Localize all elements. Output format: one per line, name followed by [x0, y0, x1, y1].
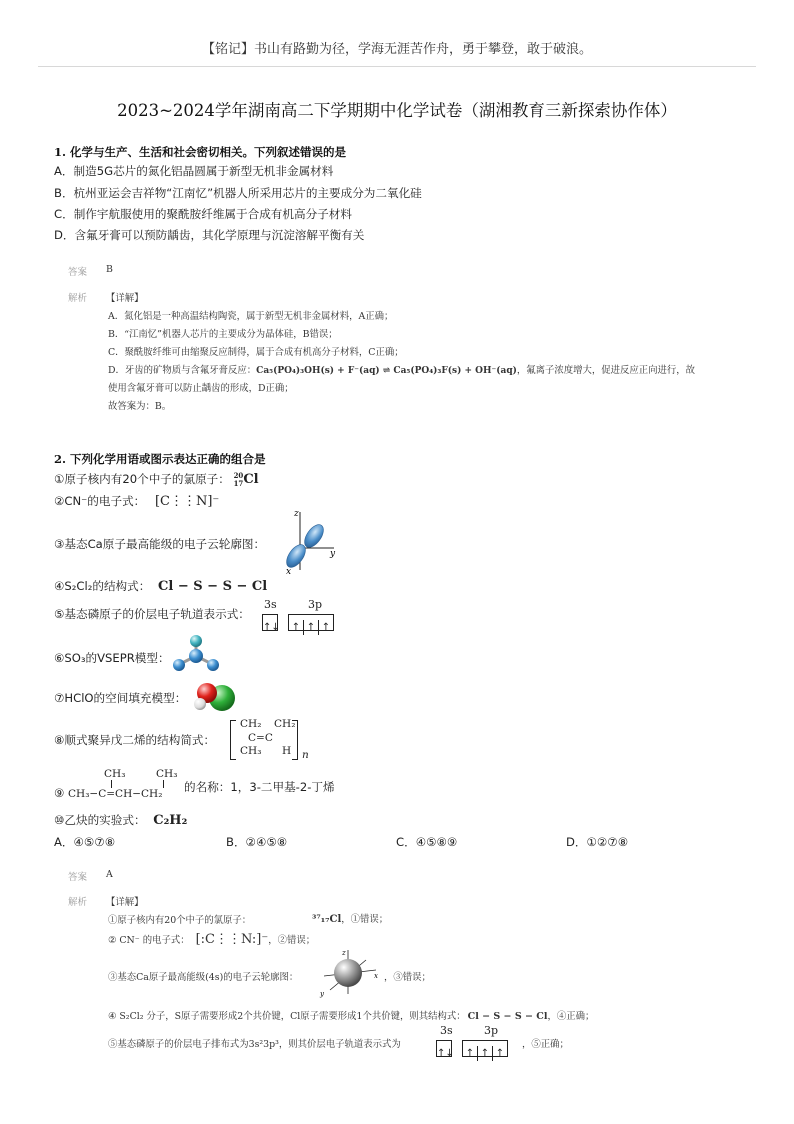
q2-analysis-4-verdict: ，④正确； [547, 1011, 595, 1022]
motto: 【铭记】书山有路勤为径，学海无涯苦作舟，勇于攀登，敢于破浪。 [201, 42, 592, 57]
q2-analysis-3-verdict: ，③错误； [384, 972, 431, 983]
q1-answer: B [106, 264, 113, 275]
s-orbital-diagram [316, 946, 382, 1000]
cis-polyisoprene-structure [230, 718, 310, 764]
q2-item-8-text: ⑧顺式聚异戊二烯的结构简式： [54, 733, 216, 747]
q2-analysis-3s-label: 3s [440, 1024, 453, 1037]
s2cl2-structure-correct: Cl − S − S − Cl [467, 1011, 548, 1022]
q2-analysis-3s-box [436, 1038, 452, 1057]
q2-item-9-structure [68, 768, 188, 806]
ch3-top-2: CH₃ [156, 768, 178, 780]
q1-analysis-d-post: ，氟离子浓度增大，促进反应正向进行，故 [516, 365, 696, 376]
cc-double-bond: C=C [248, 732, 273, 744]
q2-analysis-2 [108, 932, 315, 947]
q1-analysis-d-pre: D．牙齿的矿物质与含氟牙膏反应： [108, 365, 257, 376]
q1-analysis-d [108, 362, 695, 376]
q2-option-a[interactable]: A．④⑤⑦⑧ [54, 835, 116, 849]
q1-analysis-b: B．“江南忆”机器人芯片的主要成分为晶体硅，B错误； [108, 329, 338, 340]
q2-analysis-1: ①原子核内有20个中子的氯原子： [108, 915, 252, 926]
q1-analysis-d-line2: 使用含氟牙膏可以防止龋齿的形成，D正确； [108, 383, 294, 394]
s2cl2-structure: Cl − S − S − Cl [158, 579, 268, 594]
q2-item-10 [54, 812, 187, 828]
q2-orbital-3p-box [288, 612, 334, 631]
h-atom: H [282, 745, 292, 757]
svg-text:y: y [330, 549, 336, 559]
q1-option-b[interactable]: B．杭州亚运会吉祥物“江南忆”机器人所采用芯片的主要成分为二氧化硅 [54, 186, 422, 200]
q2-item-3-text: ③基态Ca原子最高能级的电子云轮廓图： [54, 537, 266, 551]
q2-analysis-label: 解析 [68, 897, 88, 908]
q2-analysis-4-text: ④ S₂Cl₂ 分子，S原子需要形成2个共价键，Cl原子需要形成1个共价键，则其结构式： [108, 1011, 466, 1022]
so3-vsepr-model-image [170, 632, 222, 678]
q2-orbital-3s-box [262, 612, 278, 631]
q2-item-10-text: ⑩乙炔的实验式： [54, 813, 146, 827]
orbital-cell: ↑ [495, 1048, 505, 1059]
q2-stem: 2. 下列化学用语或图示表达正确的组合是 [54, 452, 266, 466]
q1-fluoride-equation: Ca₅(PO₄)₃OH(s) + F⁻(aq) ⇌ Ca₅(PO₄)₃F(s) + OH⁻(aq) [256, 366, 517, 376]
svg-text:x: x [374, 972, 378, 980]
q2-answer-label: 答案 [68, 872, 88, 883]
ch2-left: CH₂ [240, 718, 262, 730]
orbital-cell: ↑ [289, 620, 304, 635]
ch3-top-1: CH₃ [104, 768, 126, 780]
q1-analysis-c: C．聚酰胺纤维可由缩聚反应制得，属于合成有机高分子材料，C正确； [108, 347, 404, 358]
q1-conclusion: 故答案为：B。 [108, 401, 172, 412]
repeat-n: n [302, 749, 309, 761]
orbital-cell: ↑ [463, 1046, 478, 1061]
orbital-cell: ↑ [321, 622, 331, 633]
q2-analysis-5-text: ⑤基态磷原子的价层电子排布式为3s²3p³，则其价层电子轨道表示式为 [108, 1039, 401, 1050]
ch3-group: CH₃ [240, 745, 262, 757]
q2-orbital-3p-label: 3p [308, 598, 323, 611]
mass-number: 20 [233, 470, 244, 480]
q2-item-1-text: ①原子核内有20个中子的氯原子： [54, 472, 230, 486]
open-bracket [230, 720, 236, 760]
q1-detail-label: 【详解】 [106, 293, 144, 304]
svg-text:x: x [286, 567, 292, 577]
q2-item-9-text: 的名称：1，3-二甲基-2-丁烯 [184, 780, 335, 794]
q1-option-a[interactable]: A．制造5G芯片的氮化铝晶圆属于新型无机非金属材料 [54, 164, 334, 178]
q2-option-d[interactable]: D．①②⑦⑧ [566, 835, 629, 849]
q2-answer: A [106, 869, 113, 880]
chlorine-symbol: Cl [243, 472, 259, 487]
cl37-formula: ³⁷₁₇Cl [312, 914, 342, 925]
orbital-cell: ↑↓ [263, 622, 280, 633]
q2-analysis-3p-label: 3p [484, 1024, 499, 1037]
hclo-space-filling-model-image [188, 680, 238, 716]
q2-option-c[interactable]: C．④⑤⑧⑨ [396, 835, 458, 849]
svg-text:z: z [342, 949, 346, 957]
header-divider [38, 66, 756, 67]
q2-item-7-text: ⑦HClO的空间填充模型： [54, 691, 187, 705]
q2-item-4-text: ④S₂Cl₂的结构式： [54, 579, 151, 593]
q1-option-d[interactable]: D．含氟牙膏可以预防龋齿，其化学原理与沉淀溶解平衡有关 [54, 228, 365, 242]
q2-item-5-text: ⑤基态磷原子的价层电子轨道表示式： [54, 607, 250, 621]
q2-analysis-3-text: ③基态Ca原子最高能级(4s)的电子云轮廓图： [108, 972, 299, 983]
q2-item-1 [54, 471, 259, 488]
q2-analysis-5-verdict: ，⑤正确； [522, 1039, 569, 1050]
q1-stem: 1. 化学与生产、生活和社会密切相关。下列叙述错误的是 [54, 145, 347, 159]
acetylene-formula: C₂H₂ [153, 813, 188, 828]
q1-analysis-label: 解析 [68, 293, 88, 304]
ch2-right: CH₂ [274, 718, 296, 730]
q2-analysis-4 [108, 1008, 594, 1022]
svg-text:z: z [294, 509, 299, 519]
q2-analysis-1-verdict: ，①错误； [341, 914, 389, 925]
q2-item-9-number: ⑨ [54, 786, 65, 800]
cn-electron-formula-correct: [:C⋮⋮N:]⁻ [195, 932, 269, 947]
q1-answer-label: 答案 [68, 267, 88, 278]
page-title: 2023~2024学年湖南高二下学期期中化学试卷（湖湘教育三新探索协作体） [117, 101, 677, 120]
q2-orbital-3s-label: 3s [264, 598, 277, 611]
orbital-cell: ↑ [478, 1046, 493, 1061]
main-chain: CH₃−C=CH−CH₂ [68, 788, 163, 800]
q2-detail-label: 【详解】 [106, 897, 144, 908]
orbital-cell: ↑ [304, 620, 319, 635]
p-orbital-diagram [270, 506, 350, 578]
q2-item-4 [54, 578, 267, 594]
q2-item-2 [54, 493, 219, 509]
q2-analysis-2-text: ② CN⁻ 的电子式： [108, 935, 190, 946]
cn-electron-formula: [C⋮⋮N]⁻ [154, 494, 220, 509]
atomic-number: 17 [233, 478, 244, 488]
svg-text:y: y [320, 990, 324, 998]
q2-item-2-text: ②CN⁻的电子式： [54, 494, 146, 508]
q2-analysis-1-formula-line [312, 911, 388, 925]
q2-analysis-2-verdict: ，②错误； [268, 935, 316, 946]
q2-option-b[interactable]: B．②④⑤⑧ [226, 835, 288, 849]
q2-analysis-3p-box [462, 1038, 508, 1057]
q1-option-c[interactable]: C．制作宇航服使用的聚酰胺纤维属于合成有机高分子材料 [54, 207, 352, 221]
q2-item-6-text: ⑥SO₃的VSEPR模型： [54, 651, 170, 665]
q1-analysis-a: A．氮化铝是一种高温结构陶瓷，属于新型无机非金属材料，A正确； [108, 311, 394, 322]
orbital-cell: ↑↓ [437, 1048, 454, 1059]
